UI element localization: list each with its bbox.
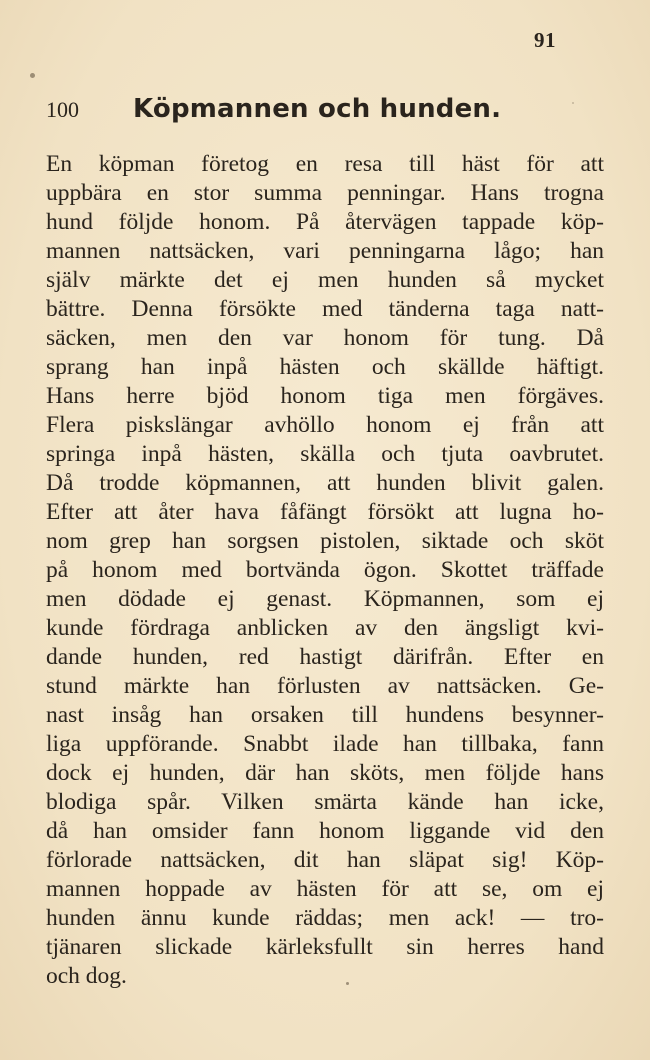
story-number: 100 <box>46 97 79 122</box>
text-line: på honom med bortvända ögon. Skottet träffade <box>46 557 604 583</box>
text-line: Efter att åter hava fåfängt försökt att lugna ho- <box>46 499 604 525</box>
text-line: nast insåg han orsaken till hundens besynner- <box>46 702 604 728</box>
text-line: förlorade nattsäcken, dit han släpat sig! Köp- <box>46 847 604 873</box>
text-line: tjänaren slickade kärleksfullt sin herres hand <box>46 934 604 960</box>
page-number: 91 <box>534 28 556 52</box>
text-line: mannen hoppade av hästen för att se, om ej <box>46 876 604 902</box>
story-heading <box>46 94 606 124</box>
text-line: hunden ännu kunde räddas; men ack! — tro- <box>46 905 604 931</box>
story-title: Köpmannen och hunden. <box>133 94 502 124</box>
text-line: säcken, men den var honom för tung. Då <box>46 325 604 351</box>
text-line: men dödade ej genast. Köpmannen, som ej <box>46 586 604 612</box>
text-line: liga uppförande. Snabbt ilade han tillbaka, fann <box>46 731 604 757</box>
text-line: Hans herre bjöd honom tiga men förgäves. <box>46 383 604 409</box>
text-line: nom grep han sorgsen pistolen, siktade och sköt <box>46 528 604 554</box>
text-line: själv märkte det ej men hunden så mycket <box>46 267 604 293</box>
text-line: sprang han inpå hästen och skällde häftigt. <box>46 354 604 380</box>
text-line: Flera piskslängar avhöllo honom ej från att <box>46 412 604 438</box>
ink-speck <box>30 73 35 78</box>
text-line: springa inpå hästen, skälla och tjuta oavbrutet. <box>46 441 604 467</box>
text-line-last: och dog. <box>46 963 127 989</box>
text-line: hund följde honom. På återvägen tappade köp- <box>46 209 604 235</box>
text-line: Då trodde köpmannen, att hunden blivit galen. <box>46 470 604 496</box>
text-line: En köpman företog en resa till häst för att <box>46 151 604 177</box>
text-line: då han omsider fann honom liggande vid den <box>46 818 604 844</box>
text-line: dock ej hunden, där han sköts, men följde hans <box>46 760 604 786</box>
text-line: kunde fördraga anblicken av den ängsligt kvi- <box>46 615 604 641</box>
text-line: dande hunden, red hastigt därifrån. Efter en <box>46 644 604 670</box>
text-line: blodiga spår. Vilken smärta kände han icke, <box>46 789 604 815</box>
text-line: bättre. Denna försökte med tänderna taga natt- <box>46 296 604 322</box>
story-body <box>46 150 604 991</box>
text-line: mannen nattsäcken, vari penningarna lågo; han <box>46 238 604 264</box>
text-line: uppbära en stor summa penningar. Hans trogna <box>46 180 604 206</box>
text-line: stund märkte han förlusten av nattsäcken. Ge- <box>46 673 604 699</box>
